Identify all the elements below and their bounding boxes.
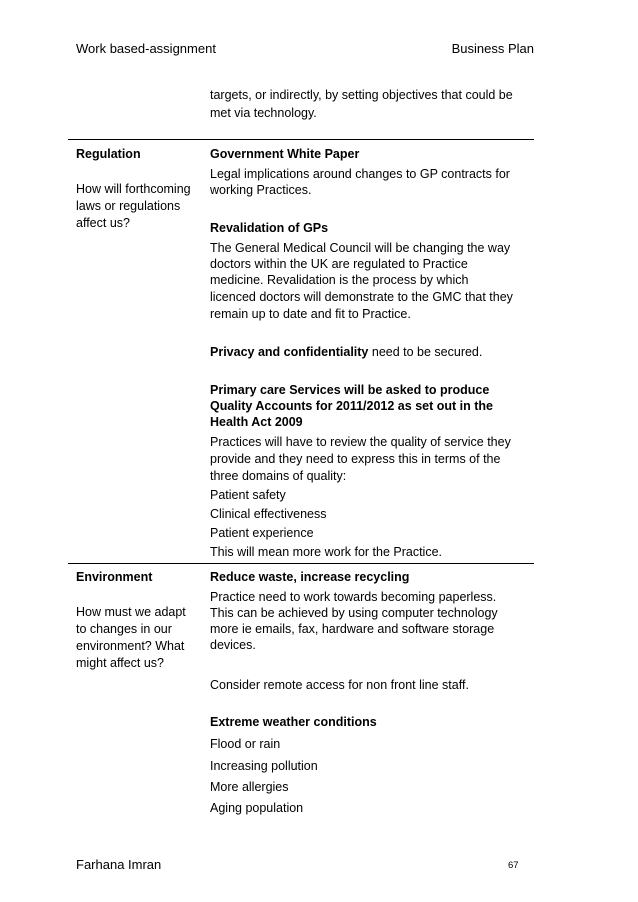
environment-title: Environment (76, 570, 153, 584)
revalidation-line: doctors within the UK are regulated to Practice (210, 257, 468, 271)
regulation-question: affect us? (76, 216, 130, 230)
weather-item: More allergies (210, 780, 289, 794)
revalidation-line: medicine. Revalidation is the process by which (210, 273, 469, 287)
quality-line: provide and they need to express this in terms of the (210, 452, 501, 466)
environment-question: How must we adapt (76, 605, 186, 619)
white-paper-heading: Government White Paper (210, 147, 360, 161)
regulation-title: Regulation (76, 147, 141, 161)
intro-line: targets, or indirectly, by setting objectives that could be (210, 88, 513, 102)
waste-line: Practice need to work towards becoming paperless. (210, 590, 497, 604)
header-right: Business Plan (451, 41, 534, 56)
weather-item: Flood or rain (210, 737, 281, 751)
page-number: 67 (508, 860, 519, 871)
quality-line: Practices will have to review the quality of service they (210, 435, 511, 449)
weather-heading: Extreme weather conditions (210, 715, 377, 729)
quality-domain: Patient experience (210, 526, 314, 540)
white-paper-line: working Practices. (210, 183, 312, 197)
waste-line: more ie emails, fax, hardware and software storage (210, 622, 495, 636)
quality-line: three domains of quality: (210, 469, 347, 483)
quality-heading: Quality Accounts for 2011/2012 as set out in the (210, 399, 493, 413)
quality-heading: Primary care Services will be asked to produce (210, 383, 490, 397)
regulation-question: laws or regulations (76, 199, 181, 213)
revalidation-line: remain up to date and fit to Practice. (210, 307, 411, 321)
privacy-rest: need to be secured. (368, 345, 483, 359)
quality-domain: Patient safety (210, 488, 286, 502)
weather-item: Aging population (210, 801, 304, 815)
environment-question: to changes in our (76, 622, 172, 636)
waste-heading: Reduce waste, increase recycling (210, 570, 410, 584)
waste-line: This can be achieved by using computer technology (210, 606, 498, 620)
weather-item: Increasing pollution (210, 759, 318, 773)
privacy-line (210, 344, 482, 360)
environment-question: environment? What (76, 639, 185, 653)
quality-domain: Clinical effectiveness (210, 507, 327, 521)
header-left: Work based-assignment (76, 41, 216, 56)
revalidation-line: The General Medical Council will be changing the way (210, 241, 511, 255)
remote-access-line: Consider remote access for non front line staff. (210, 678, 469, 692)
privacy-bold: Privacy and confidentiality (210, 345, 369, 359)
footer-author: Farhana Imran (76, 857, 162, 872)
intro-line: met via technology. (210, 106, 317, 120)
regulation-closing: This will mean more work for the Practice. (210, 545, 443, 559)
table-rule (68, 563, 534, 564)
white-paper-line: Legal implications around changes to GP contracts for (210, 167, 510, 181)
waste-line: devices. (210, 638, 256, 652)
environment-question: might affect us? (76, 656, 165, 670)
quality-heading: Health Act 2009 (210, 415, 303, 429)
revalidation-heading: Revalidation of GPs (210, 221, 329, 235)
revalidation-line: licenced doctors will demonstrate to the GMC that they (210, 290, 513, 304)
table-rule (68, 139, 534, 140)
regulation-question: How will forthcoming (76, 182, 191, 196)
